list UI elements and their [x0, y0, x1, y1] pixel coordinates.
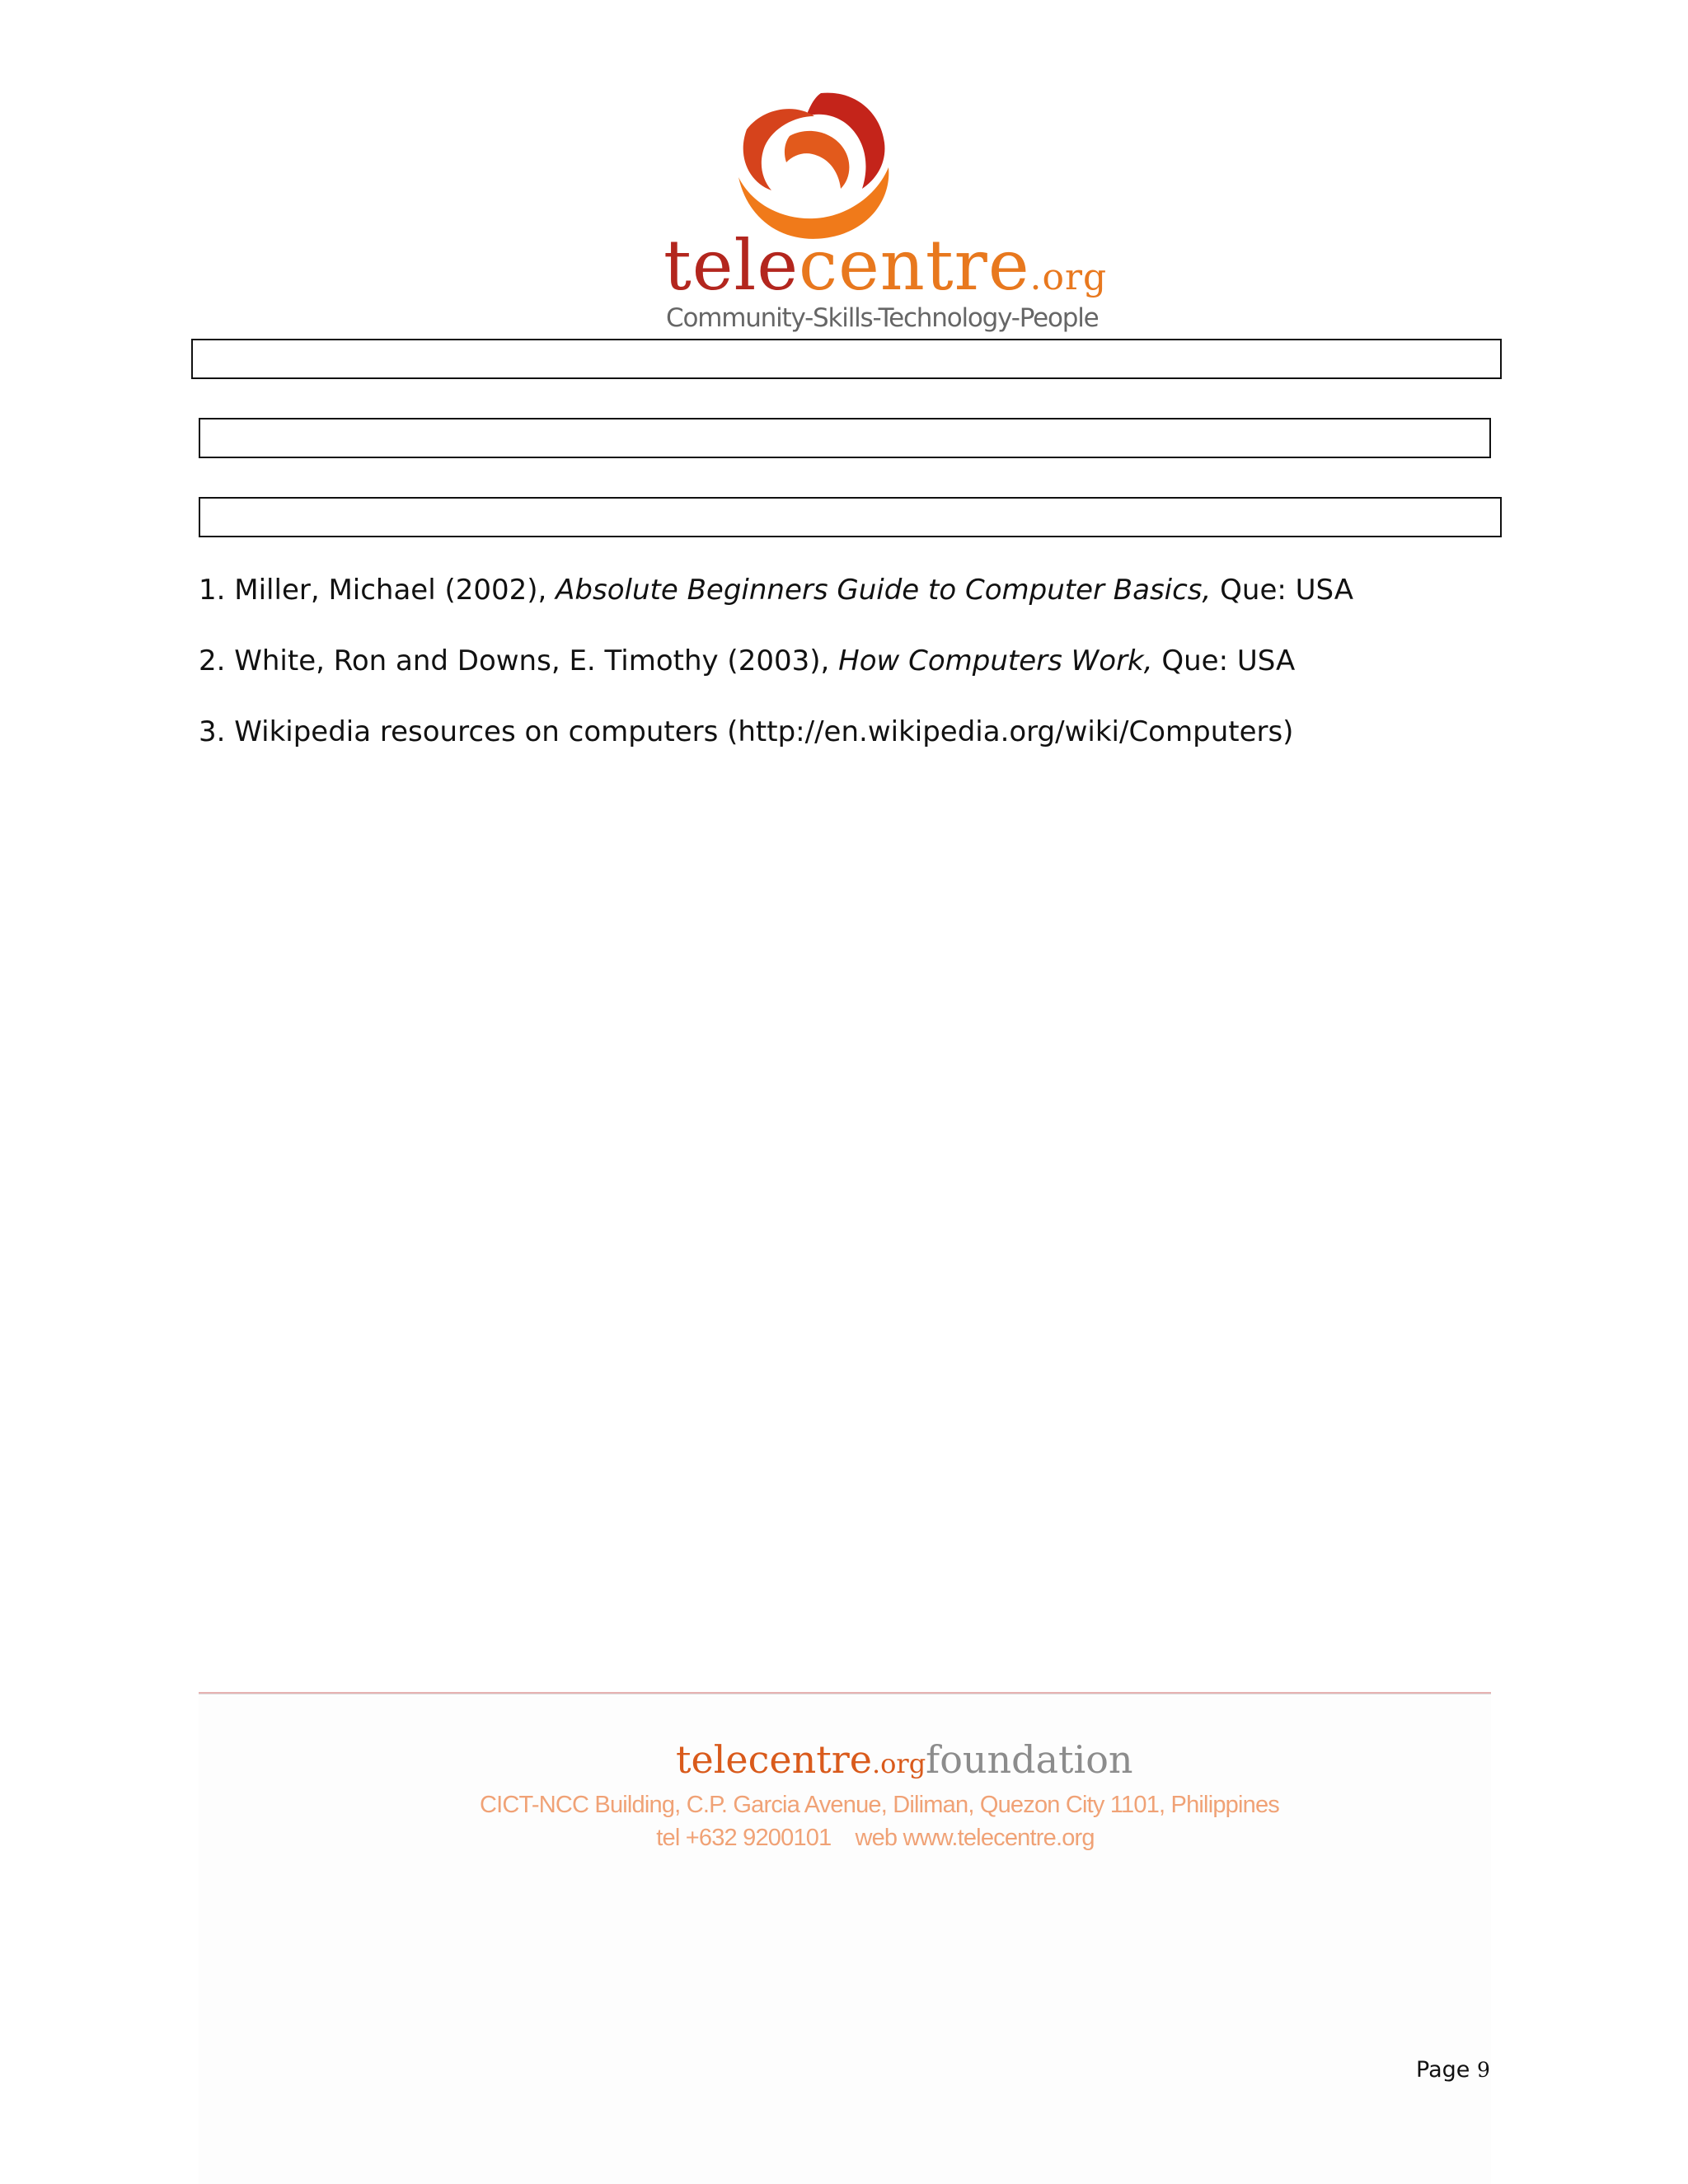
logo-word-part2: centre: [799, 225, 1030, 306]
logo-word-org: .org: [1029, 256, 1108, 298]
empty-box-1: [191, 339, 1502, 379]
reference-item-1: [199, 574, 1534, 607]
reference-title: Absolute Beginners Guide to Computer Basics,: [556, 574, 1212, 607]
reference-author: Miller, Michael (2002),: [234, 574, 547, 607]
page-label: Page: [1416, 2057, 1470, 2083]
reference-text: Wikipedia resources on computers (http://en.wikipedia.org/wiki/Computers): [234, 715, 1294, 748]
footer-divider: [199, 1692, 1491, 1694]
footer-brand-part1: telecentre: [676, 1737, 872, 1782]
reference-item-2: [199, 644, 1534, 677]
page-number-value: 9: [1476, 2058, 1490, 2082]
empty-box-2: [199, 418, 1491, 458]
reference-item-3: [199, 715, 1534, 748]
footer-brand-org: .org: [871, 1748, 926, 1779]
footer-brand-logo: [676, 1737, 1133, 1782]
empty-box-3: [199, 497, 1502, 537]
telecentre-logo-wordmark: [663, 225, 1108, 306]
reference-publisher: Que: USA: [1161, 644, 1296, 677]
references-list: [199, 574, 1534, 786]
logo-word-part1: tele: [663, 225, 799, 306]
reference-publisher: Que: USA: [1220, 574, 1353, 607]
reference-title: How Computers Work,: [838, 644, 1153, 677]
footer-contact: tel +632 9200101 web www.telecentre.org: [656, 1825, 1095, 1851]
reference-number: 3.: [199, 715, 226, 748]
reference-number: 2.: [199, 644, 226, 677]
reference-number: 1.: [199, 574, 226, 607]
footer-brand-part2: foundation: [926, 1737, 1133, 1782]
logo-tagline: Community-Skills-Technology-People: [666, 303, 1099, 333]
reference-author: White, Ron and Downs, E. Timothy (2003),: [234, 644, 830, 677]
telecentre-swirl-logo-icon: [715, 87, 913, 243]
footer-address: CICT-NCC Building, C.P. Garcia Avenue, Diliman, Quezon City 1101, Philippines: [480, 1792, 1279, 1818]
page-number: [1416, 2057, 1490, 2083]
